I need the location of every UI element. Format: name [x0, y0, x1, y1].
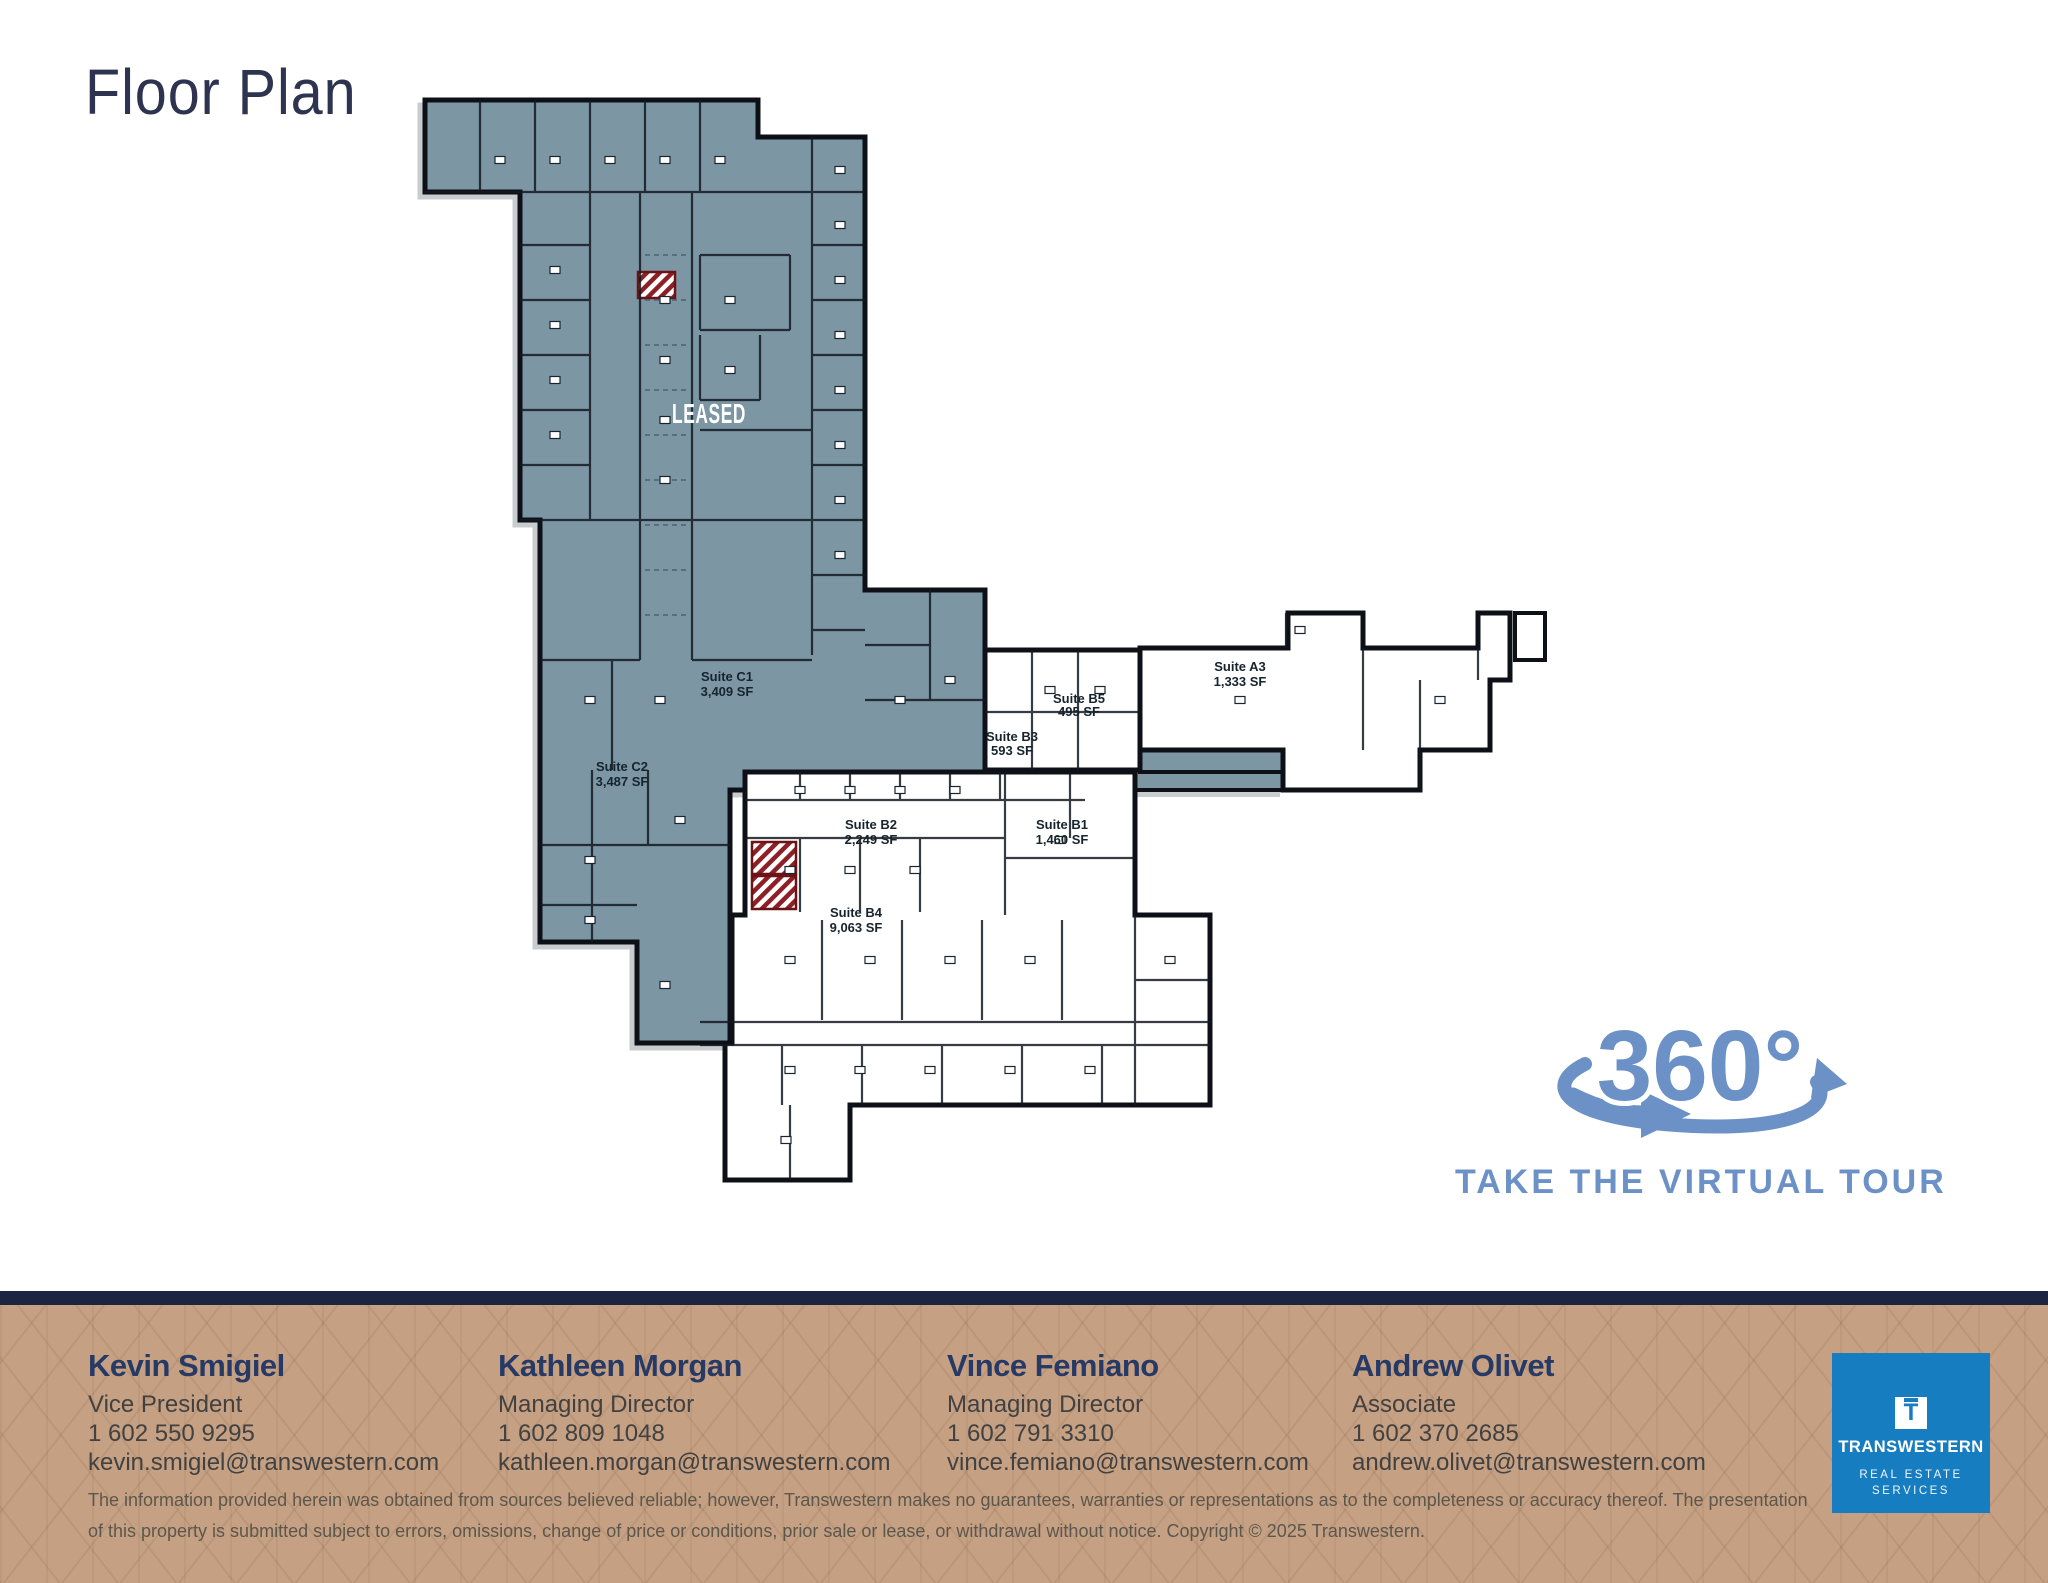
floor-plan-drawing [410, 80, 1560, 1190]
suite-b4-name: Suite B4 [829, 905, 883, 920]
suite-b1-area: 1,460 SF [1035, 832, 1089, 847]
contact-title: Managing Director [947, 1391, 1144, 1418]
contact-email[interactable]: kathleen.morgan@transwestern.com [498, 1449, 891, 1476]
suite-b2-area: 2,249 SF [844, 832, 898, 847]
suite-b5-area: 495 SF [1058, 704, 1100, 719]
logo-tagline [1859, 1467, 1962, 1499]
contact-andrew-olivet [1352, 1348, 1752, 1477]
monogram-letter: T [1903, 1399, 1919, 1426]
contact-vince-femiano [947, 1348, 1347, 1477]
suite-a3-name: Suite A3 [1214, 659, 1266, 674]
contact-kevin-smigiel [88, 1348, 488, 1477]
suite-b1-name: Suite B1 [1035, 817, 1089, 832]
suite-a3-area: 1,333 SF [1213, 674, 1267, 689]
transwestern-logo [1832, 1353, 1990, 1513]
contact-name: Vince Femiano [947, 1348, 1159, 1383]
contact-name: Kevin Smigiel [88, 1348, 285, 1383]
navy-divider [0, 1291, 2048, 1305]
contact-phone[interactable]: 1 602 370 2685 [1352, 1420, 1519, 1447]
suite-c2-name: Suite C2 [595, 759, 649, 774]
virtual-tour-degrees: 360° [1596, 1012, 1804, 1122]
page-title: Floor Plan [85, 56, 357, 128]
disclaimer-line-2: of this property is submitted subject to errors, omissions, change of price or conditions, prior sale or lease, or withdrawal without notice. Copyright © 2025 Transwestern. [88, 1521, 1425, 1541]
suite-c1-name: Suite C1 [700, 669, 754, 684]
contact-email[interactable]: andrew.olivet@transwestern.com [1352, 1449, 1706, 1476]
contact-phone[interactable]: 1 602 550 9295 [88, 1420, 255, 1447]
360-swoosh-icon [1455, 1012, 1945, 1152]
suite-b3-area: 593 SF [991, 743, 1033, 758]
footer [0, 1305, 2048, 1583]
suite-b5-name: Suite B5 [1052, 691, 1106, 706]
transwestern-monogram-icon [1895, 1397, 1927, 1429]
contact-title: Associate [1352, 1391, 1457, 1418]
logo-company-name: TRANSWESTERN [1838, 1438, 1984, 1456]
suite-b3-name: Suite B3 [985, 729, 1039, 744]
leased-label: LEASED [672, 398, 746, 429]
disclaimer-line-1: The information provided herein was obtained from sources believed reliable; however, Transwestern makes no guarantees, warranties or representations as to the completeness or accuracy thereof. The presentation [88, 1490, 1808, 1510]
contact-title: Managing Director [498, 1391, 695, 1418]
suite-c1-area: 3,409 SF [700, 684, 754, 699]
floor-plan [410, 80, 1560, 1190]
virtual-tour-block[interactable] [1455, 1012, 1945, 1202]
disclaimer [88, 1485, 1808, 1547]
contact-title: Vice President [88, 1391, 243, 1418]
logo-tagline-line-2: SERVICES [1872, 1485, 1950, 1497]
logo-tagline-line-1: REAL ESTATE [1859, 1469, 1963, 1481]
virtual-tour-label[interactable]: TAKE THE VIRTUAL TOUR [1455, 1163, 1947, 1201]
contact-name: Andrew Olivet [1352, 1348, 1554, 1383]
contact-name: Kathleen Morgan [498, 1348, 742, 1383]
contact-email[interactable]: vince.femiano@transwestern.com [947, 1449, 1309, 1476]
contact-kathleen-morgan [498, 1348, 898, 1477]
contact-phone[interactable]: 1 602 791 3310 [947, 1420, 1114, 1447]
suite-b4-area: 9,063 SF [829, 920, 883, 935]
suite-c2-area: 3,487 SF [595, 774, 649, 789]
contact-phone[interactable]: 1 602 809 1048 [498, 1420, 665, 1447]
contact-email[interactable]: kevin.smigiel@transwestern.com [88, 1449, 440, 1476]
suite-b2-name: Suite B2 [844, 817, 898, 832]
